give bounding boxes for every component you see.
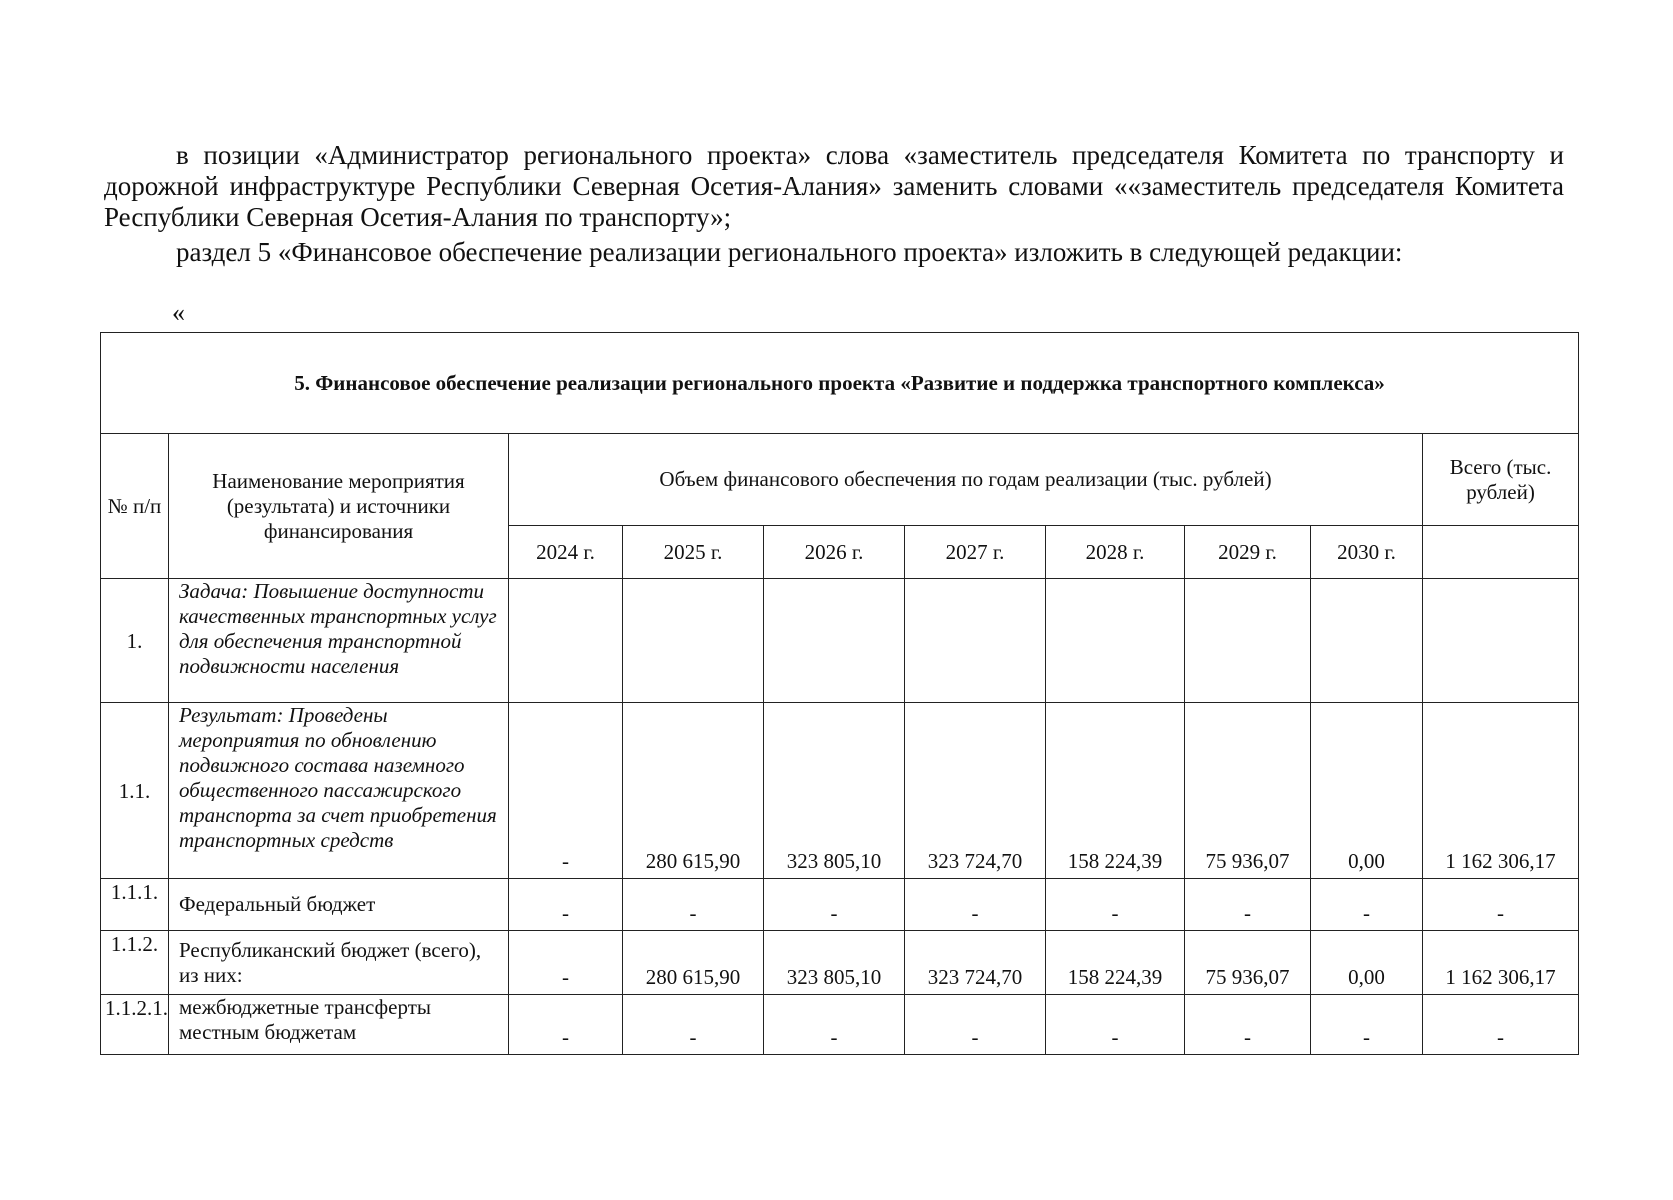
row-value-2028: - (1046, 879, 1185, 931)
intro-paragraph-1: в позиции «Администратор регионального проекта» слова «заместитель председателя Комитета по транспорту и дорожной инфраструктуре Республики Северная Осетия-Алания» заменить словами ««заместитель председателя Комитета Республики Северная Осетия-Алания по транспорту»; (104, 140, 1564, 232)
row-name: межбюджетные трансферты местным бюджетам (169, 995, 509, 1055)
row-value-2027: - (905, 879, 1046, 931)
row-value-2026 (764, 579, 905, 703)
intro-text (104, 140, 1564, 268)
header-name: Наименование мероприятия (результата) и источники финансирования (169, 434, 509, 579)
row-value-2028 (1046, 579, 1185, 703)
row-value-2027: 323 724,70 (905, 703, 1046, 879)
row-value-2027: - (905, 995, 1046, 1055)
row-value-2030: - (1311, 995, 1423, 1055)
table-row (101, 931, 1579, 995)
row-name: Республиканский бюджет (всего), из них: (169, 931, 509, 995)
row-value-2026: - (764, 995, 905, 1055)
row-total: - (1423, 995, 1579, 1055)
header-year-2027: 2027 г. (905, 526, 1046, 579)
header-year-2029: 2029 г. (1185, 526, 1311, 579)
table-row (101, 703, 1579, 879)
row-value-2027 (905, 579, 1046, 703)
row-value-2024: - (509, 879, 623, 931)
row-value-2028: 158 224,39 (1046, 703, 1185, 879)
intro-paragraph-2: раздел 5 «Финансовое обеспечение реализации регионального проекта» изложить в следующей редакции: (176, 237, 1403, 267)
header-volume: Объем финансового обеспечения по годам реализации (тыс. рублей) (509, 434, 1423, 526)
row-value-2025: 280 615,90 (623, 703, 764, 879)
header-number: № п/п (101, 434, 169, 579)
header-year-2025: 2025 г. (623, 526, 764, 579)
row-value-2030: - (1311, 879, 1423, 931)
row-name: Федеральный бюджет (169, 879, 509, 931)
row-value-2029: - (1185, 995, 1311, 1055)
header-year-2026: 2026 г. (764, 526, 905, 579)
row-value-2025: - (623, 995, 764, 1055)
row-number: 1.1.2. (101, 931, 169, 995)
opening-quote-mark: « (172, 298, 185, 327)
row-value-2029: 75 936,07 (1185, 931, 1311, 995)
row-total: 1 162 306,17 (1423, 931, 1579, 995)
financial-table (100, 332, 1579, 1055)
row-number: 1.1.1. (101, 879, 169, 931)
table-title: 5. Финансовое обеспечение реализации регионального проекта «Развитие и поддержка транспортного комплекса» (101, 333, 1579, 434)
table-row (101, 579, 1579, 703)
row-value-2028: - (1046, 995, 1185, 1055)
row-total: - (1423, 879, 1579, 931)
row-number: 1.1. (101, 703, 169, 879)
row-value-2025 (623, 579, 764, 703)
table-row (101, 995, 1579, 1055)
header-year-2024: 2024 г. (509, 526, 623, 579)
row-value-2030 (1311, 579, 1423, 703)
row-value-2029: - (1185, 879, 1311, 931)
row-value-2025: 280 615,90 (623, 931, 764, 995)
row-value-2030: 0,00 (1311, 703, 1423, 879)
row-number: 1. (101, 579, 169, 703)
table-row (101, 879, 1579, 931)
row-value-2026: - (764, 879, 905, 931)
row-value-2026: 323 805,10 (764, 703, 905, 879)
row-value-2024: - (509, 703, 623, 879)
row-total (1423, 579, 1579, 703)
row-name: Задача: Повышение доступности качественных транспортных услуг для обеспечения транспортной подвижности населения (169, 579, 509, 703)
row-value-2025: - (623, 879, 764, 931)
row-value-2024 (509, 579, 623, 703)
row-value-2029: 75 936,07 (1185, 703, 1311, 879)
header-total: Всего (тыс. рублей) (1423, 434, 1579, 526)
header-year-2030: 2030 г. (1311, 526, 1423, 579)
row-value-2029 (1185, 579, 1311, 703)
row-value-2028: 158 224,39 (1046, 931, 1185, 995)
row-value-2024: - (509, 995, 623, 1055)
row-total: 1 162 306,17 (1423, 703, 1579, 879)
row-name: Результат: Проведены мероприятия по обновлению подвижного состава наземного общественного пассажирского транспорта за счет приобретения транспортных средств (169, 703, 509, 879)
row-value-2026: 323 805,10 (764, 931, 905, 995)
row-value-2027: 323 724,70 (905, 931, 1046, 995)
row-value-2030: 0,00 (1311, 931, 1423, 995)
row-value-2024: - (509, 931, 623, 995)
row-number: 1.1.2.1. (101, 995, 169, 1055)
header-total-empty (1423, 526, 1579, 579)
header-year-2028: 2028 г. (1046, 526, 1185, 579)
